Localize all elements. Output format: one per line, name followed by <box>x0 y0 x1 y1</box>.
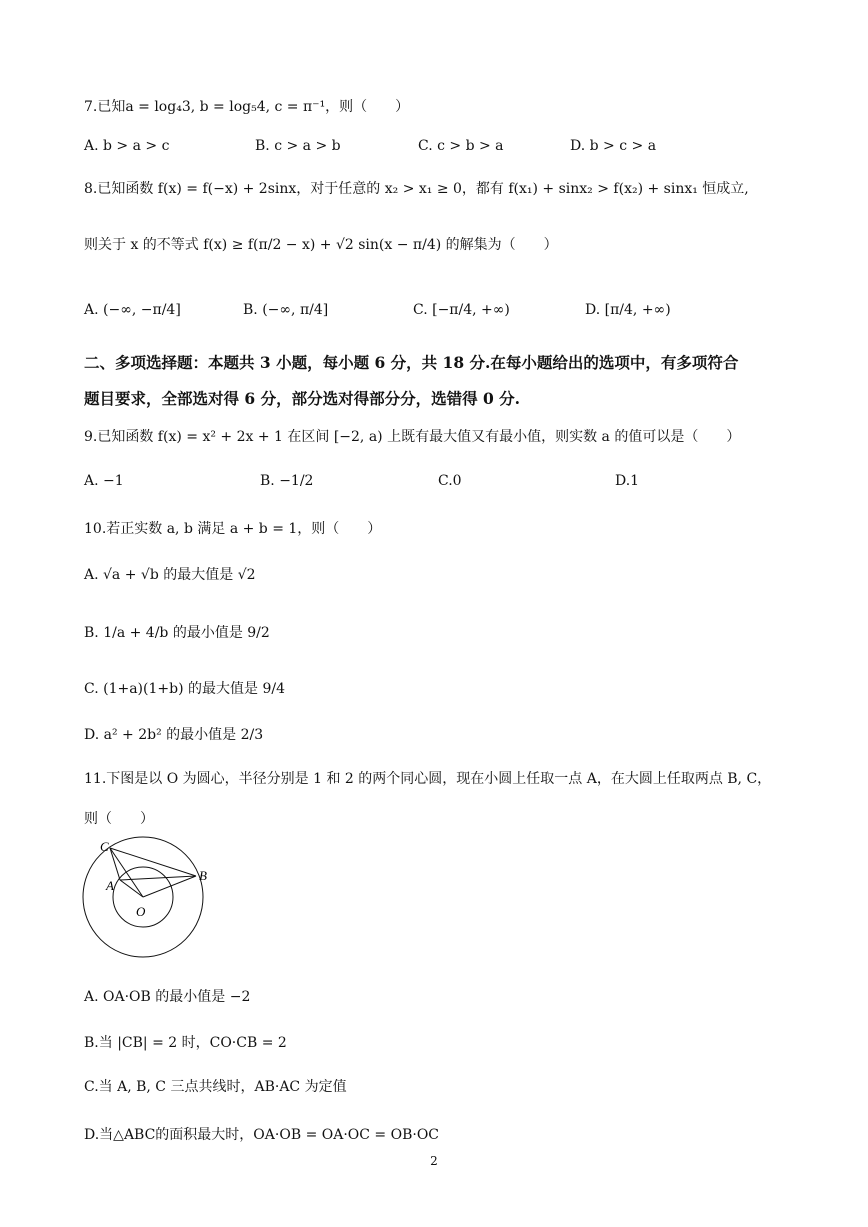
segment-co <box>110 848 143 897</box>
q7-stem: 7.已知a = log₄3, b = log₅4, c = π⁻¹，则（ ） <box>84 99 410 115</box>
q8-stem-2: 则关于 x 的不等式 f(x) ≥ f(π/2 − x) + √2 sin(x − π/4) 的解集为（ ） <box>84 237 558 253</box>
q11-option-d: D.当△ABC的面积最大时，OA·OB = OA·OC = OB·OC <box>84 1127 440 1143</box>
q10-option-d: D. a² + 2b² 的最小值是 2/3 <box>84 727 264 743</box>
q10-option-b: B. 1/a + 4/b 的最小值是 9/2 <box>84 625 270 641</box>
segment-ao <box>120 880 143 897</box>
page-number: 2 <box>430 1154 438 1168</box>
q7-option-c: C. c > b > a <box>418 138 504 154</box>
q11-option-b: B.当 |CB| = 2 时，CO·CB = 2 <box>84 1035 287 1051</box>
segment-ob <box>143 876 196 897</box>
q8-option-d: D. [π/4, +∞) <box>585 302 671 318</box>
q8-option-a: A. (−∞, −π/4] <box>84 302 181 318</box>
q7-option-b: B. c > a > b <box>255 138 341 154</box>
q9-stem: 9.已知函数 f(x) = x² + 2x + 1 在区间 [−2, a) 上既有最大值又有最小值，则实数 a 的值可以是（ ） <box>84 429 741 445</box>
q7-option-a: A. b > a > c <box>84 138 170 154</box>
q11-option-a: A. OA·OB 的最小值是 −2 <box>84 989 251 1005</box>
q9-option-d: D.1 <box>615 473 640 489</box>
segment-ab <box>120 876 196 880</box>
label-b: B <box>199 868 207 883</box>
q8-option-c: C. [−π/4, +∞) <box>413 302 510 318</box>
label-a: A <box>106 878 114 893</box>
q10-option-c: C. (1+a)(1+b) 的最大值是 9/4 <box>84 681 285 697</box>
q10-stem: 10.若正实数 a, b 满足 a + b = 1，则（ ） <box>84 521 382 537</box>
q11-stem-2: 则（ ） <box>84 811 154 827</box>
label-o: O <box>136 904 146 919</box>
section-2-heading: 二、多项选择题：本题共 3 小题，每小题 6 分，共 18 分.在每小题给出的选项中，有多项符合 <box>84 353 739 372</box>
concentric-circles-figure <box>78 836 214 964</box>
q9-option-c: C.0 <box>438 473 462 489</box>
q8-stem: 8.已知函数 f(x) = f(−x) + 2sinx，对于任意的 x₂ > x₁ ≥ 0，都有 f(x₁) + sinx₂ > f(x₂) + sinx₁ 恒成立, <box>84 181 749 197</box>
q11-option-c: C.当 A, B, C 三点共线时，AB·AC 为定值 <box>84 1079 347 1095</box>
q9-option-a: A. −1 <box>84 473 124 489</box>
q9-option-b: B. −1/2 <box>260 473 314 489</box>
q8-option-b: B. (−∞, π/4] <box>243 302 329 318</box>
q11-stem: 11.下图是以 O 为圆心，半径分别是 1 和 2 的两个同心圆，现在小圆上任取一点 A，在大圆上任取两点 B, C， <box>84 771 772 787</box>
section-2-heading-2: 题目要求，全部选对得 6 分，部分选对得部分分，选错得 0 分. <box>84 389 521 408</box>
q7-option-d: D. b > c > a <box>570 138 657 154</box>
q10-option-a: A. √a + √b 的最大值是 √2 <box>84 567 256 583</box>
label-c: C <box>100 839 109 854</box>
segment-ca <box>110 848 120 880</box>
